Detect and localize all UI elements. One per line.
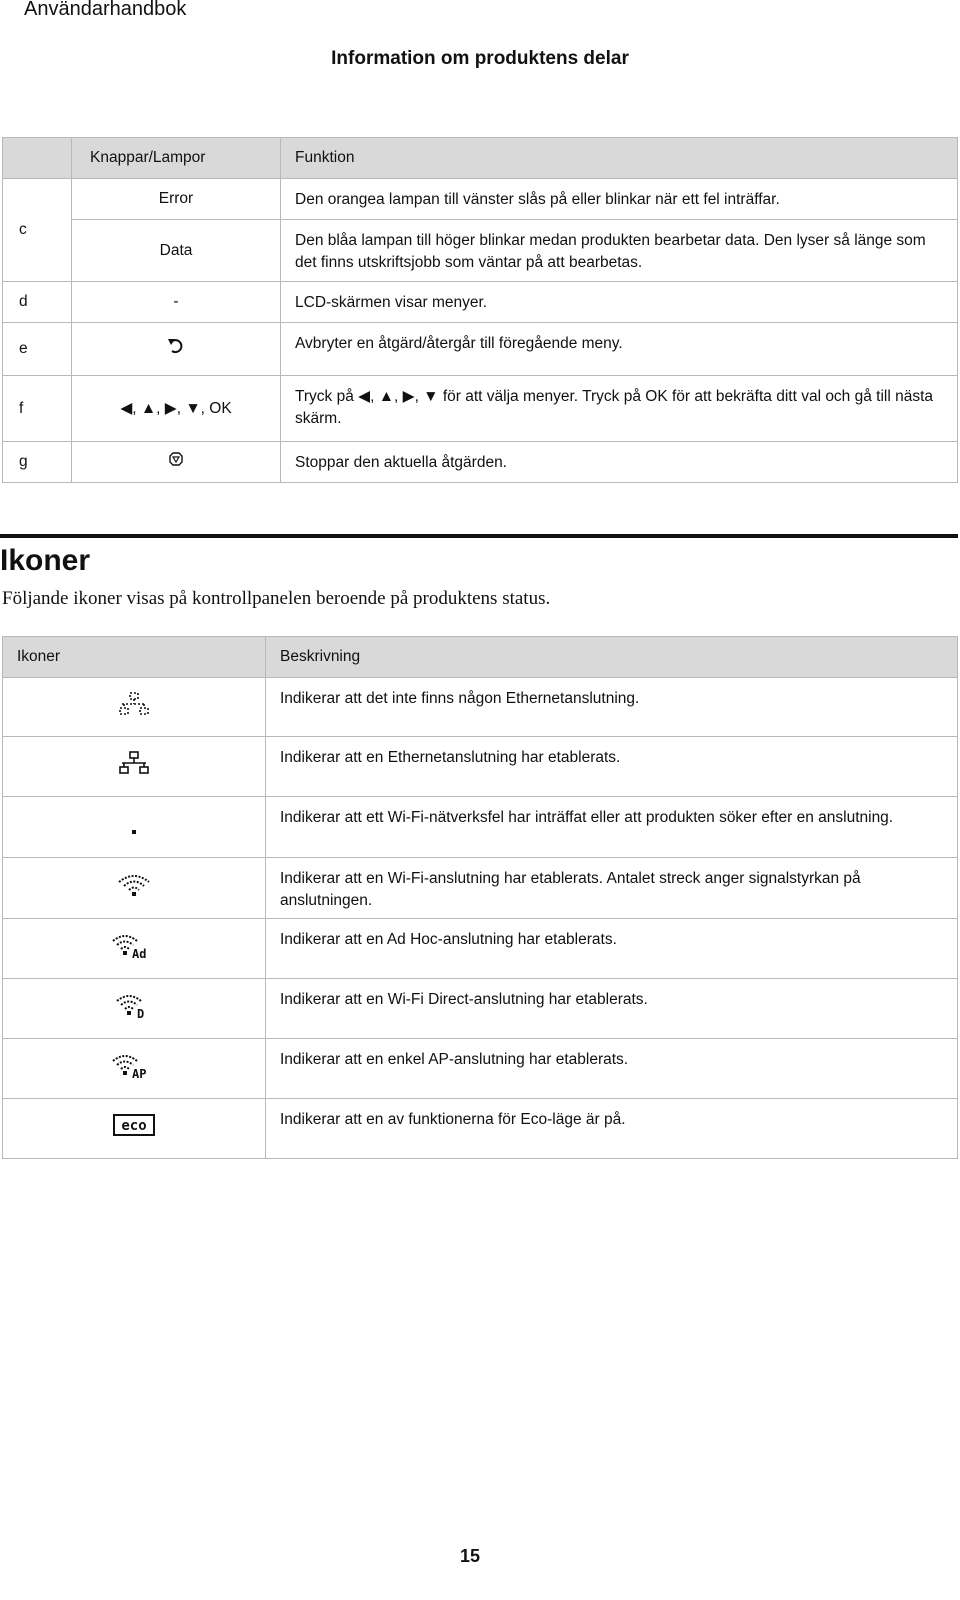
icon-description: Indikerar att en Ethernetanslutning har etablerats. <box>266 737 958 797</box>
back-arrow-icon <box>167 336 185 356</box>
stop-icon <box>169 452 183 466</box>
header-key <box>3 138 72 179</box>
header-function: Funktion <box>281 138 958 179</box>
ethernet-disconnected-icon <box>117 692 151 716</box>
wifi-direct-icon <box>116 991 152 1019</box>
table-row <box>3 858 958 919</box>
wifi-ap-icon <box>112 1051 156 1079</box>
page-number: 15 <box>459 1546 481 1566</box>
table-row <box>3 376 958 442</box>
icon-description: Indikerar att ett Wi-Fi-nätverksfel har inträffat eller att produkten söker efter en anslutning. <box>266 797 958 858</box>
header-icons: Ikoner <box>3 637 266 678</box>
icon-description: Indikerar att en Ad Hoc-anslutning har etablerats. <box>266 919 958 979</box>
header-buttons: Knappar/Lampor <box>72 138 281 179</box>
row-key: g <box>3 442 72 483</box>
function-text: Tryck på ◀, ▲, ▶, ▼ för att välja menyer. Tryck på OK för att bekräfta ditt val och gå till nästa skärm. <box>281 376 958 442</box>
function-text: Den blåa lampan till höger blinkar medan produkten bearbetar data. Den lyser så länge som det finns utskriftsjobb som väntar på att bearbetas. <box>281 220 958 282</box>
table-row <box>3 979 958 1039</box>
row-key: e <box>3 323 72 376</box>
row-key: c <box>3 179 72 282</box>
icons-table <box>2 636 958 1159</box>
wifi-searching-icon <box>117 812 151 836</box>
function-text: LCD-skärmen visar menyer. <box>281 282 958 323</box>
table-row <box>3 678 958 737</box>
table-row <box>3 919 958 979</box>
ap-label: AP <box>132 1067 147 1079</box>
running-header: Användarhandbok <box>24 0 187 20</box>
button-label: Error <box>72 179 281 220</box>
function-text: Den orangea lampan till vänster slås på eller blinkar när ett fel inträffar. <box>281 179 958 220</box>
table-row <box>3 737 958 797</box>
table-row <box>3 323 958 376</box>
parts-table <box>2 137 958 483</box>
direct-label: D <box>137 1007 145 1019</box>
eco-label: eco <box>121 1118 147 1134</box>
button-label: ◀, ▲, ▶, ▼, OK <box>72 376 281 442</box>
adhoc-label: Ad <box>132 947 147 959</box>
icon-description: Indikerar att en Wi-Fi Direct-anslutning har etablerats. <box>266 979 958 1039</box>
table-row <box>3 1099 958 1159</box>
icon-description: Indikerar att en enkel AP-anslutning har etablerats. <box>266 1039 958 1099</box>
button-label: - <box>72 282 281 323</box>
table-row <box>3 179 958 220</box>
table-row <box>3 1039 958 1099</box>
icon-description: Indikerar att det inte finns någon Ethernetanslutning. <box>266 678 958 737</box>
section-title: Information om produktens delar <box>331 48 629 69</box>
table-row <box>3 797 958 858</box>
header-description: Beskrivning <box>266 637 958 678</box>
table-row <box>3 220 958 282</box>
table-row <box>3 282 958 323</box>
wifi-adhoc-icon <box>112 931 156 959</box>
icons-heading: Ikoner <box>0 534 958 578</box>
function-text: Avbryter en åtgärd/återgår till föregående meny. <box>281 323 958 376</box>
table-row <box>3 442 958 483</box>
row-key: d <box>3 282 72 323</box>
eco-mode-icon <box>113 1114 155 1136</box>
icons-intro: Följande ikoner visas på kontrollpanelen beroende på produktens status. <box>2 588 551 609</box>
row-key: f <box>3 376 72 442</box>
table-header-row <box>3 138 958 179</box>
table-header-row <box>3 637 958 678</box>
button-label: Data <box>72 220 281 282</box>
icon-description: Indikerar att en Wi-Fi-anslutning har etablerats. Antalet streck anger signalstyrkan på anslutningen. <box>266 858 958 919</box>
ethernet-connected-icon <box>117 751 151 775</box>
function-text: Stoppar den aktuella åtgärden. <box>281 442 958 483</box>
icon-description: Indikerar att en av funktionerna för Eco-läge är på. <box>266 1099 958 1159</box>
wifi-signal-icon <box>116 872 152 898</box>
